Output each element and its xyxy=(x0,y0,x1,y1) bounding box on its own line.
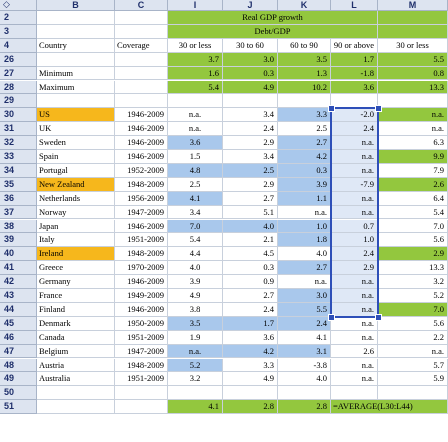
summary-value[interactable]: 3.0 xyxy=(223,53,278,67)
growth-30-or-less[interactable]: n.a. xyxy=(168,108,223,122)
country-name[interactable]: Spain xyxy=(37,150,115,164)
summary-value[interactable]: 5.4 xyxy=(168,81,223,95)
cell-empty[interactable] xyxy=(37,386,115,400)
growth-60-to-90[interactable]: 5.5 xyxy=(278,303,331,317)
country-name[interactable]: US xyxy=(37,108,115,122)
formula-cell-average[interactable]: =AVERAGE(L30:L44) xyxy=(331,400,448,414)
growth-30-or-less[interactable]: 1.5 xyxy=(168,150,223,164)
cell-m3[interactable] xyxy=(378,25,448,39)
growth-30-or-less[interactable]: 3.5 xyxy=(168,317,223,331)
growth-30-or-less[interactable]: 4.1 xyxy=(168,192,223,206)
row-header-34[interactable]: 34 xyxy=(0,164,37,178)
country-name[interactable]: Netherlands xyxy=(37,192,115,206)
growth-30-or-less[interactable]: 1.9 xyxy=(168,331,223,345)
coverage-years[interactable]: 1946-2009 xyxy=(115,303,168,317)
cell-empty[interactable] xyxy=(278,386,331,400)
row-header-4[interactable]: 4 xyxy=(0,39,37,53)
growth-90-or-above[interactable]: n.a. xyxy=(331,164,378,178)
country-name[interactable]: Denmark xyxy=(37,317,115,331)
cell-empty[interactable] xyxy=(223,386,278,400)
growth-90-or-above[interactable]: -7.9 xyxy=(331,178,378,192)
growth-30-or-less[interactable]: n.a. xyxy=(168,345,223,359)
country-name[interactable]: Portugal xyxy=(37,164,115,178)
growth-90-or-above[interactable]: 0.7 xyxy=(331,220,378,234)
row-header-44[interactable]: 44 xyxy=(0,303,37,317)
row-header-40[interactable]: 40 xyxy=(0,247,37,261)
country-name[interactable]: Canada xyxy=(37,331,115,345)
country-name[interactable]: Japan xyxy=(37,220,115,234)
cell-empty[interactable] xyxy=(168,386,223,400)
summary-value[interactable]: 4.9 xyxy=(223,81,278,95)
column-header-k[interactable]: K xyxy=(278,0,331,11)
growth-90-or-above[interactable]: n.a. xyxy=(331,275,378,289)
cell-b3[interactable] xyxy=(37,25,115,39)
growth-30-or-less[interactable]: 3.4 xyxy=(168,206,223,220)
growth-30-to-60[interactable]: 4.5 xyxy=(223,247,278,261)
growth-30-to-60[interactable]: 2.9 xyxy=(223,136,278,150)
growth-30-to-60[interactable]: 5.1 xyxy=(223,206,278,220)
header-j-bucket[interactable]: 30 to 60 xyxy=(223,39,278,53)
growth-m-30-or-less[interactable]: 3.2 xyxy=(378,275,448,289)
row-header-35[interactable]: 35 xyxy=(0,178,37,192)
row-header-49[interactable]: 49 xyxy=(0,372,37,386)
row-header-45[interactable]: 45 xyxy=(0,317,37,331)
growth-m-30-or-less[interactable]: 5.7 xyxy=(378,359,448,373)
row-header-31[interactable]: 31 xyxy=(0,122,37,136)
column-header-b[interactable]: B xyxy=(37,0,115,11)
country-name[interactable]: France xyxy=(37,289,115,303)
row-header-41[interactable]: 41 xyxy=(0,261,37,275)
coverage-years[interactable]: 1951-2009 xyxy=(115,233,168,247)
growth-60-to-90[interactable]: 4.2 xyxy=(278,150,331,164)
country-name[interactable]: Norway xyxy=(37,206,115,220)
coverage-years[interactable]: 1946-2009 xyxy=(115,275,168,289)
summary-value[interactable]: 0.8 xyxy=(378,67,448,81)
growth-60-to-90[interactable]: 0.3 xyxy=(278,164,331,178)
growth-90-or-above[interactable]: -2.0 xyxy=(331,108,378,122)
column-header-i[interactable]: I xyxy=(168,0,223,11)
cell-empty[interactable] xyxy=(37,400,115,414)
summary-coverage-empty[interactable] xyxy=(115,67,168,81)
header-k-bucket[interactable]: 60 to 90 xyxy=(278,39,331,53)
selection-handle[interactable] xyxy=(375,105,382,112)
coverage-years[interactable]: 1949-2009 xyxy=(115,289,168,303)
row-header-42[interactable]: 42 xyxy=(0,275,37,289)
coverage-years[interactable]: 1951-2009 xyxy=(115,372,168,386)
country-name[interactable]: Belgium xyxy=(37,345,115,359)
coverage-years[interactable]: 1948-2009 xyxy=(115,178,168,192)
growth-m-30-or-less[interactable]: 5.6 xyxy=(378,233,448,247)
growth-30-to-60[interactable]: 2.1 xyxy=(223,233,278,247)
growth-30-to-60[interactable]: 4.9 xyxy=(223,372,278,386)
coverage-years[interactable]: 1950-2009 xyxy=(115,317,168,331)
growth-90-or-above[interactable]: n.a. xyxy=(331,192,378,206)
average-30-or-less[interactable]: 4.1 xyxy=(168,400,223,414)
column-header-c[interactable]: C xyxy=(115,0,168,11)
growth-60-to-90[interactable]: 2.4 xyxy=(278,317,331,331)
growth-90-or-above[interactable]: 2.4 xyxy=(331,122,378,136)
growth-30-or-less[interactable]: 4.8 xyxy=(168,164,223,178)
row-header-39[interactable]: 39 xyxy=(0,233,37,247)
row-header-46[interactable]: 46 xyxy=(0,331,37,345)
growth-m-30-or-less[interactable]: n.a. xyxy=(378,108,448,122)
growth-30-to-60[interactable]: 4.0 xyxy=(223,220,278,234)
growth-30-to-60[interactable]: 3.3 xyxy=(223,359,278,373)
growth-30-or-less[interactable]: 3.8 xyxy=(168,303,223,317)
row-header-26[interactable]: 26 xyxy=(0,53,37,67)
growth-m-30-or-less[interactable]: 7.9 xyxy=(378,164,448,178)
cell-empty[interactable] xyxy=(378,386,448,400)
growth-60-to-90[interactable]: 3.9 xyxy=(278,178,331,192)
summary-coverage-empty[interactable] xyxy=(115,53,168,67)
coverage-years[interactable]: 1948-2009 xyxy=(115,247,168,261)
growth-m-30-or-less[interactable]: 7.0 xyxy=(378,303,448,317)
row-header-29[interactable]: 29 xyxy=(0,94,37,108)
coverage-years[interactable]: 1946-2009 xyxy=(115,136,168,150)
growth-90-or-above[interactable]: n.a. xyxy=(331,317,378,331)
growth-m-30-or-less[interactable]: 13.3 xyxy=(378,261,448,275)
average-60-to-90[interactable]: 2.8 xyxy=(278,400,331,414)
growth-90-or-above[interactable]: n.a. xyxy=(331,136,378,150)
cell-empty[interactable] xyxy=(278,94,331,108)
growth-30-to-60[interactable]: 2.5 xyxy=(223,164,278,178)
summary-value[interactable]: 1.7 xyxy=(331,53,378,67)
summary-value[interactable]: 1.3 xyxy=(278,67,331,81)
header-l-bucket[interactable]: 90 or above xyxy=(331,39,378,53)
row-header-30[interactable]: 30 xyxy=(0,108,37,122)
growth-30-to-60[interactable]: 0.9 xyxy=(223,275,278,289)
coverage-years[interactable]: 1952-2009 xyxy=(115,164,168,178)
row-header-37[interactable]: 37 xyxy=(0,206,37,220)
growth-30-or-less[interactable]: 4.4 xyxy=(168,247,223,261)
growth-90-or-above[interactable]: 1.0 xyxy=(331,233,378,247)
growth-30-to-60[interactable]: 3.4 xyxy=(223,150,278,164)
coverage-years[interactable]: 1947-2009 xyxy=(115,345,168,359)
growth-90-or-above[interactable]: n.a. xyxy=(331,150,378,164)
growth-m-30-or-less[interactable]: 5.6 xyxy=(378,317,448,331)
growth-60-to-90[interactable]: n.a. xyxy=(278,206,331,220)
growth-60-to-90[interactable]: 4.1 xyxy=(278,331,331,345)
row-header-27[interactable]: 27 xyxy=(0,67,37,81)
country-name[interactable]: Austria xyxy=(37,359,115,373)
coverage-years[interactable]: 1946-2009 xyxy=(115,150,168,164)
coverage-years[interactable]: 1947-2009 xyxy=(115,206,168,220)
row-header-43[interactable]: 43 xyxy=(0,289,37,303)
summary-value[interactable]: 5.5 xyxy=(378,53,448,67)
country-name[interactable]: Sweden xyxy=(37,136,115,150)
title-real-gdp-growth[interactable]: Real GDP growth xyxy=(168,11,378,25)
growth-30-or-less[interactable]: 4.9 xyxy=(168,289,223,303)
growth-m-30-or-less[interactable]: 5.9 xyxy=(378,372,448,386)
cell-empty[interactable] xyxy=(115,386,168,400)
growth-30-or-less[interactable]: n.a. xyxy=(168,122,223,136)
growth-m-30-or-less[interactable]: 7.0 xyxy=(378,220,448,234)
header-coverage[interactable]: Coverage xyxy=(115,39,168,53)
country-name[interactable]: Greece xyxy=(37,261,115,275)
growth-60-to-90[interactable]: 2.5 xyxy=(278,122,331,136)
summary-coverage-empty[interactable] xyxy=(115,81,168,95)
row-header-47[interactable]: 47 xyxy=(0,345,37,359)
cell-b2[interactable] xyxy=(37,11,115,25)
growth-30-to-60[interactable]: 2.9 xyxy=(223,178,278,192)
column-header-l[interactable]: L xyxy=(331,0,378,11)
country-name[interactable]: Germany xyxy=(37,275,115,289)
row-header-32[interactable]: 32 xyxy=(0,136,37,150)
summary-value[interactable]: 3.7 xyxy=(168,53,223,67)
country-name[interactable]: UK xyxy=(37,122,115,136)
cell-c3[interactable] xyxy=(115,25,168,39)
header-country[interactable]: Country xyxy=(37,39,115,53)
growth-60-to-90[interactable]: 1.8 xyxy=(278,233,331,247)
growth-30-or-less[interactable]: 2.5 xyxy=(168,178,223,192)
growth-30-or-less[interactable]: 3.6 xyxy=(168,136,223,150)
growth-60-to-90[interactable]: n.a. xyxy=(278,275,331,289)
growth-60-to-90[interactable]: 4.0 xyxy=(278,372,331,386)
growth-90-or-above[interactable]: 2.6 xyxy=(331,345,378,359)
growth-m-30-or-less[interactable]: 6.3 xyxy=(378,136,448,150)
cell-empty[interactable] xyxy=(115,94,168,108)
growth-m-30-or-less[interactable]: 2.6 xyxy=(378,178,448,192)
growth-30-to-60[interactable]: 4.2 xyxy=(223,345,278,359)
growth-30-or-less[interactable]: 7.0 xyxy=(168,220,223,234)
growth-90-or-above[interactable]: 2.4 xyxy=(331,247,378,261)
country-name[interactable]: Australia xyxy=(37,372,115,386)
growth-m-30-or-less[interactable]: 6.4 xyxy=(378,192,448,206)
growth-60-to-90[interactable]: 4.0 xyxy=(278,247,331,261)
summary-value[interactable]: 3.5 xyxy=(278,53,331,67)
growth-30-or-less[interactable]: 3.2 xyxy=(168,372,223,386)
row-header-48[interactable]: 48 xyxy=(0,359,37,373)
growth-30-to-60[interactable]: 1.7 xyxy=(223,317,278,331)
summary-value[interactable]: 1.6 xyxy=(168,67,223,81)
growth-30-to-60[interactable]: 0.3 xyxy=(223,261,278,275)
cell-c2[interactable] xyxy=(115,11,168,25)
growth-90-or-above[interactable]: n.a. xyxy=(331,303,378,317)
header-m-bucket[interactable]: 30 or less xyxy=(378,39,448,53)
country-name[interactable]: Ireland xyxy=(37,247,115,261)
growth-m-30-or-less[interactable]: 2.9 xyxy=(378,247,448,261)
select-all-button[interactable] xyxy=(0,0,37,11)
coverage-years[interactable]: 1946-2009 xyxy=(115,108,168,122)
growth-m-30-or-less[interactable]: n.a. xyxy=(378,122,448,136)
growth-m-30-or-less[interactable]: 5.4 xyxy=(378,206,448,220)
summary-value[interactable]: 0.3 xyxy=(223,67,278,81)
cell-empty[interactable] xyxy=(168,94,223,108)
growth-60-to-90[interactable]: -3.8 xyxy=(278,359,331,373)
summary-value[interactable]: -1.8 xyxy=(331,67,378,81)
cell-empty[interactable] xyxy=(331,386,378,400)
growth-30-to-60[interactable]: 2.7 xyxy=(223,192,278,206)
cell-empty[interactable] xyxy=(37,94,115,108)
growth-30-or-less[interactable]: 3.9 xyxy=(168,275,223,289)
growth-90-or-above[interactable]: n.a. xyxy=(331,331,378,345)
cell-empty[interactable] xyxy=(331,94,378,108)
selection-handle[interactable] xyxy=(375,314,382,321)
row-header-51[interactable]: 51 xyxy=(0,400,37,414)
coverage-years[interactable]: 1946-2009 xyxy=(115,122,168,136)
coverage-years[interactable]: 1956-2009 xyxy=(115,192,168,206)
growth-60-to-90[interactable]: 1.0 xyxy=(278,220,331,234)
cell-m2[interactable] xyxy=(378,11,448,25)
growth-90-or-above[interactable]: n.a. xyxy=(331,359,378,373)
row-header-50[interactable]: 50 xyxy=(0,386,37,400)
growth-90-or-above[interactable]: n.a. xyxy=(331,372,378,386)
cell-empty[interactable] xyxy=(115,400,168,414)
growth-60-to-90[interactable]: 3.0 xyxy=(278,289,331,303)
growth-60-to-90[interactable]: 3.1 xyxy=(278,345,331,359)
growth-30-or-less[interactable]: 5.4 xyxy=(168,233,223,247)
row-header-2[interactable]: 2 xyxy=(0,11,37,25)
growth-60-to-90[interactable]: 2.7 xyxy=(278,136,331,150)
selection-handle[interactable] xyxy=(328,105,335,112)
growth-30-to-60[interactable]: 2.7 xyxy=(223,289,278,303)
cell-empty[interactable] xyxy=(378,94,448,108)
column-header-m[interactable]: M xyxy=(378,0,448,11)
country-name[interactable]: Italy xyxy=(37,233,115,247)
growth-30-to-60[interactable]: 3.4 xyxy=(223,108,278,122)
title-debt-gdp[interactable]: Debt/GDP xyxy=(168,25,378,39)
average-30-to-60[interactable]: 2.8 xyxy=(223,400,278,414)
growth-90-or-above[interactable]: n.a. xyxy=(331,289,378,303)
growth-90-or-above[interactable]: 2.9 xyxy=(331,261,378,275)
growth-m-30-or-less[interactable]: 2.2 xyxy=(378,331,448,345)
row-header-3[interactable]: 3 xyxy=(0,25,37,39)
summary-value[interactable]: 10.2 xyxy=(278,81,331,95)
growth-60-to-90[interactable]: 1.1 xyxy=(278,192,331,206)
summary-label[interactable]: Maximum xyxy=(37,81,115,95)
coverage-years[interactable]: 1946-2009 xyxy=(115,220,168,234)
summary-value[interactable]: 3.6 xyxy=(331,81,378,95)
row-header-38[interactable]: 38 xyxy=(0,220,37,234)
growth-m-30-or-less[interactable]: 5.2 xyxy=(378,289,448,303)
summary-label[interactable]: Minimum xyxy=(37,67,115,81)
growth-60-to-90[interactable]: 3.3 xyxy=(278,108,331,122)
growth-30-or-less[interactable]: 5.2 xyxy=(168,359,223,373)
cell-empty[interactable] xyxy=(223,94,278,108)
growth-30-to-60[interactable]: 2.4 xyxy=(223,303,278,317)
coverage-years[interactable]: 1970-2009 xyxy=(115,261,168,275)
growth-m-30-or-less[interactable]: n.a. xyxy=(378,345,448,359)
selection-handle[interactable] xyxy=(328,314,335,321)
header-i-bucket[interactable]: 30 or less xyxy=(168,39,223,53)
country-name[interactable]: Finland xyxy=(37,303,115,317)
coverage-years[interactable]: 1951-2009 xyxy=(115,331,168,345)
growth-60-to-90[interactable]: 2.7 xyxy=(278,261,331,275)
summary-value[interactable]: 13.3 xyxy=(378,81,448,95)
row-header-33[interactable]: 33 xyxy=(0,150,37,164)
growth-30-or-less[interactable]: 4.0 xyxy=(168,261,223,275)
row-header-36[interactable]: 36 xyxy=(0,192,37,206)
growth-m-30-or-less[interactable]: 9.9 xyxy=(378,150,448,164)
summary-label[interactable] xyxy=(37,53,115,67)
select-all-icon: ◇ xyxy=(3,0,10,10)
row-header-28[interactable]: 28 xyxy=(0,81,37,95)
country-name[interactable]: New Zealand xyxy=(37,178,115,192)
growth-30-to-60[interactable]: 3.6 xyxy=(223,331,278,345)
growth-30-to-60[interactable]: 2.4 xyxy=(223,122,278,136)
growth-90-or-above[interactable]: n.a. xyxy=(331,206,378,220)
coverage-years[interactable]: 1948-2009 xyxy=(115,359,168,373)
column-header-j[interactable]: J xyxy=(223,0,278,11)
